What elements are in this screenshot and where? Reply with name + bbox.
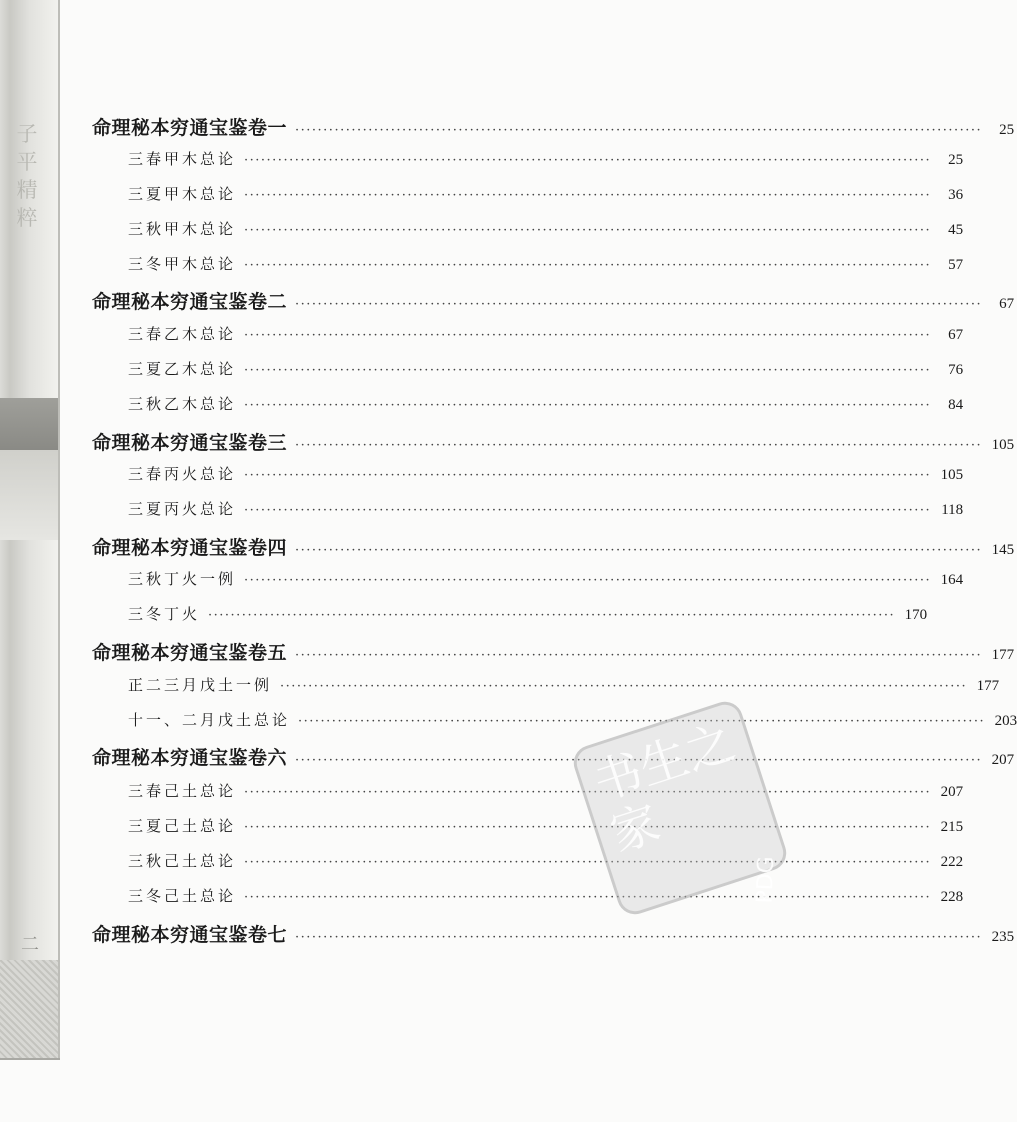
dot-leader <box>295 543 982 558</box>
toc-chapter-entry[interactable] <box>128 148 964 176</box>
toc-page-number: 67 <box>948 327 964 343</box>
toc-volume-entry[interactable] <box>92 533 1015 561</box>
toc-page-number: 76 <box>948 362 964 378</box>
dot-leader <box>244 223 931 238</box>
toc-entry-title: 三冬己土总论 <box>128 887 237 905</box>
toc-page-number: 145 <box>991 542 1015 558</box>
toc-page-number: 235 <box>991 929 1015 945</box>
dot-leader <box>295 297 982 312</box>
toc-entry-title: 三秋丁火一例 <box>128 570 237 588</box>
toc-chapter-entry[interactable] <box>128 358 964 386</box>
toc-page-number: 67 <box>999 296 1015 312</box>
watermark-characters: 书生之家 <box>587 713 742 863</box>
toc-page-number: 215 <box>940 819 964 835</box>
dot-leader <box>244 363 931 378</box>
toc-chapter-entry[interactable] <box>128 393 964 421</box>
toc-page-number: 105 <box>940 467 964 483</box>
toc-page-number: 203 <box>994 713 1017 729</box>
dot-leader <box>244 328 931 343</box>
toc-entry-title: 命理秘本穷通宝鉴卷二 <box>92 291 288 313</box>
toc-entry-title: 三秋甲木总论 <box>128 220 237 238</box>
toc-volume-entry[interactable] <box>92 920 1015 948</box>
toc-page-number: 207 <box>940 784 964 800</box>
toc-entry-title: 十一、二月戊土总论 <box>128 711 291 729</box>
toc-entry-title: 三春己土总论 <box>128 782 237 800</box>
toc-page-number: 25 <box>948 152 964 168</box>
toc-page-number: 177 <box>991 647 1015 663</box>
dot-leader <box>295 930 982 945</box>
toc-chapter-entry[interactable] <box>128 183 964 211</box>
toc-page-number: 222 <box>940 854 964 870</box>
toc-entry-title: 三冬甲木总论 <box>128 255 237 273</box>
dot-leader <box>244 468 931 483</box>
toc-entry-title: 命理秘本穷通宝鉴卷六 <box>92 747 288 769</box>
toc-page-number: 25 <box>999 122 1015 138</box>
toc-page-number: 57 <box>948 257 964 273</box>
dot-leader <box>295 438 982 453</box>
toc-entry-title: 命理秘本穷通宝鉴卷一 <box>92 117 288 139</box>
dot-leader <box>244 153 931 168</box>
toc-chapter-entry[interactable] <box>128 568 964 596</box>
toc-entry-title: 命理秘本穷通宝鉴卷四 <box>92 537 288 559</box>
dot-leader <box>244 258 931 273</box>
page-number-marker: 二 <box>21 934 39 955</box>
toc-entry-title: 三夏甲木总论 <box>128 185 237 203</box>
toc-page-number: 36 <box>948 187 964 203</box>
dot-leader <box>244 573 931 588</box>
toc-chapter-entry[interactable] <box>128 709 1017 737</box>
toc-chapter-entry[interactable] <box>128 218 964 246</box>
toc-volume-entry[interactable] <box>92 638 1015 666</box>
toc-entry-title: 三秋己土总论 <box>128 852 237 870</box>
dot-leader <box>280 679 967 694</box>
toc-page-number: 84 <box>948 397 964 413</box>
toc-entry-title: 命理秘本穷通宝鉴卷五 <box>92 642 288 664</box>
dot-leader <box>244 188 931 203</box>
toc-entry-title: 三夏丙火总论 <box>128 500 237 518</box>
toc-page-number: 177 <box>976 678 1000 694</box>
toc-chapter-entry[interactable] <box>128 603 928 631</box>
toc-volume-entry[interactable] <box>92 113 1015 141</box>
toc-page-number: 45 <box>948 222 964 238</box>
dot-leader <box>244 890 931 905</box>
toc-entry-title: 三冬丁火 <box>128 605 201 623</box>
dot-leader <box>208 608 895 623</box>
toc-entry-title: 命理秘本穷通宝鉴卷七 <box>92 924 288 946</box>
toc-chapter-entry[interactable] <box>128 253 964 281</box>
toc-chapter-entry[interactable] <box>128 885 964 913</box>
toc-page-number: 118 <box>941 502 964 518</box>
toc-chapter-entry[interactable] <box>128 463 964 491</box>
watermark-pdg-mark: PDG <box>752 855 779 905</box>
toc-page-number: 228 <box>940 889 964 905</box>
running-header-title: 子平精粹 <box>16 122 38 230</box>
dot-leader <box>244 820 931 835</box>
toc-entry-title: 三夏乙木总论 <box>128 360 237 378</box>
dot-leader <box>244 503 931 518</box>
toc-entry-title: 三春乙木总论 <box>128 325 237 343</box>
toc-entry-title: 正二三月戊土一例 <box>128 676 273 694</box>
dot-leader <box>295 123 982 138</box>
dot-leader <box>244 398 931 413</box>
toc-page-number: 207 <box>991 752 1015 768</box>
toc-page-number: 105 <box>991 437 1015 453</box>
toc-chapter-entry[interactable] <box>128 674 1000 702</box>
toc-entry-title: 命理秘本穷通宝鉴卷三 <box>92 432 288 454</box>
toc-entry-title: 三夏己土总论 <box>128 817 237 835</box>
dot-leader <box>295 648 982 663</box>
toc-entry-title: 三秋乙木总论 <box>128 395 237 413</box>
toc-page-number: 170 <box>904 607 928 623</box>
dot-leader <box>244 855 931 870</box>
toc-volume-entry[interactable] <box>92 428 1015 456</box>
toc-volume-entry[interactable] <box>92 287 1015 315</box>
toc-entry-title: 三春甲木总论 <box>128 150 237 168</box>
toc-entry-title: 三春丙火总论 <box>128 465 237 483</box>
toc-chapter-entry[interactable] <box>128 498 964 526</box>
toc-page-number: 164 <box>940 572 964 588</box>
toc-chapter-entry[interactable] <box>128 323 964 351</box>
